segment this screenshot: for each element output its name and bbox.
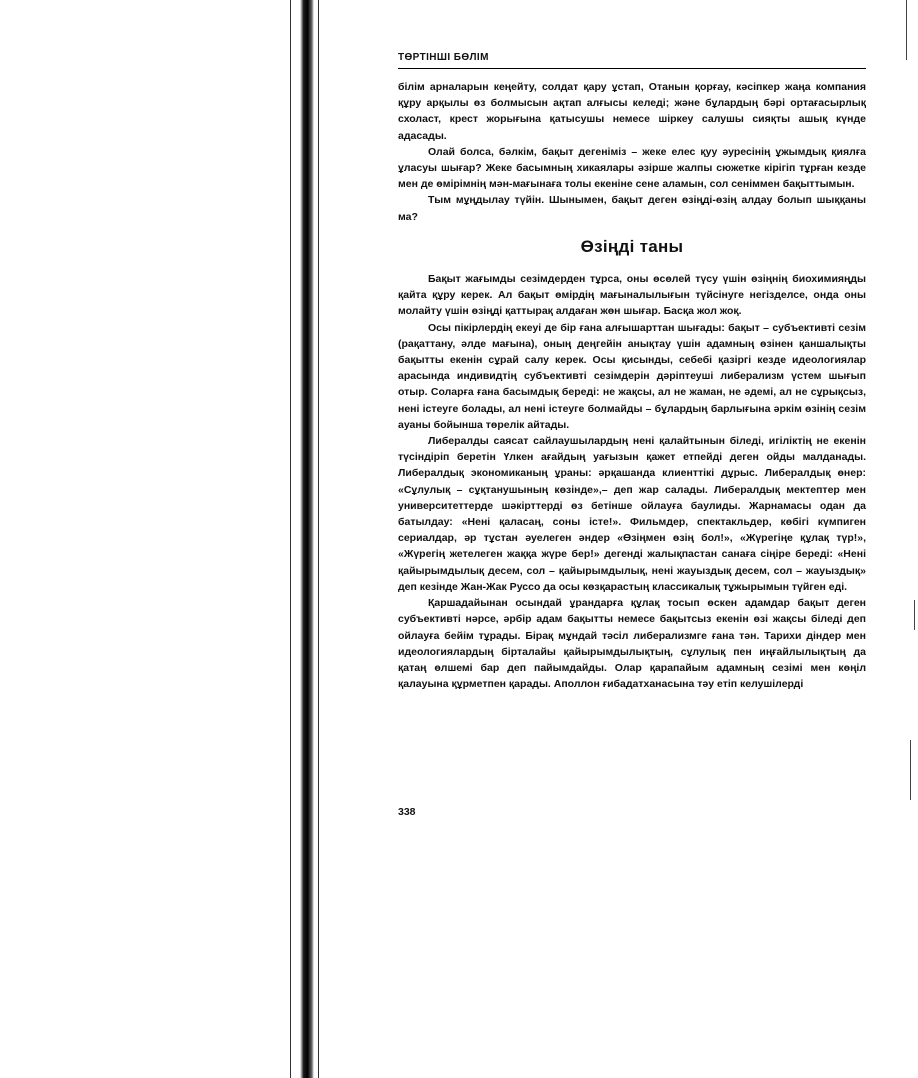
paragraph: Қаршадайынан осындай ұрандарға құлақ тосып өскен адамдар бақыт деген субъективті нәрсе, әрбір адам бақытты немесе бақытсыз екенін өзі жақсы біледі деп ойлауға бейім тұрады. Бірақ мұндай тәсіл либерализмге ғана тән. Тарихи діндер мен идеологиялардың бірталайы қайырымдылықтың, сұлулық пен иңғайлылықтың да қатаң өлшемі бар деп пайымдайды. Олар қарапайым адамның сезімі мен көңіл қалауына құрметпен қарады. Аполлон ғибадатханасына тәу етіп келушілерді bbox=[398, 597, 866, 691]
scan-edge-mark bbox=[906, 0, 907, 60]
paragraph: Олай болса, бәлкім, бақыт дегеніміз – жеке елес қуу әуресінің ұжымдық қиялға ұласуы шығар? Жеке басымның хикаялары әзірше жалпы сюжетке кірігіп тұрған кезде мен де өмірімнің мән-мағынаға толы екеніне сене аламын, сол сеніммен бақыттымын. bbox=[398, 145, 866, 191]
page-edge-line bbox=[318, 0, 319, 1078]
book-spine-shadow bbox=[300, 0, 314, 1078]
paragraph: білім арналарын кеңейту, солдат қару ұстап, Отанын қорғау, кәсіпкер жаңа компания құру арқылы өз болмысын ақтап алғысы келеді; және бұлардың бәрі ортағасырлық схоласт, крест жорығына қатысушы немесе шіркеу салушы сияқты ашық күнде адасады. bbox=[398, 81, 866, 142]
book-page bbox=[398, 52, 866, 692]
paragraph: Либералды саясат сайлаушылардың нені қалайтынын біледі, игілiктің не екенін түсіндіріп беретін Үлкен ағайдың уағызын қажет етпейді деген ойды малданады. Либералдық экономиканың ұраны: әрқашанда клиенттікі дұрыс. Либералдық өнер: «Сұлулық – сұқтанушының көзінде»,– деп жар салады. Либералдық мектептер мен университеттерде шәкірттерді өз бетінше ойлауға баулиды. Жарнамасы одан да батылдау: «Нені қаласаң, соны істе!». Фильмдер, спектакльдер, көбігі күмпиген сериалдар, әр тұстан әуелеген әндер «Өзіңмен өзің бол!», «Жүрегіңе құлақ түр!», «Жүрегің жетелеген жаққа жүре бер!» дегенді жалықпастан санаға сіңіре береді: «Нені қайырымдылық десем, сол – қайырымдылық, нені жауыздық десем, сол – жауыздық» деп кезінде Жан-Жак Руссо да осы көзқарастың классикалық тұжырымын түйген еді. bbox=[398, 435, 866, 593]
page-body bbox=[398, 79, 866, 692]
page-edge-line bbox=[290, 0, 291, 1078]
section-title: Өзіңді таны bbox=[580, 236, 684, 256]
page-number: 338 bbox=[398, 806, 416, 818]
running-head: ТӨРТІНШІ БӨЛІМ bbox=[398, 52, 866, 69]
scan-edge-mark bbox=[914, 600, 915, 630]
paragraph: Осы пікірлердің екеуі де бір ғана алғышарттан шығады: бақыт – субъективті сезім (рақаттану, әлде мағына), оның деңгейін анықтау үшін адамның өзінен қаншалықты бақытты екенін сұрай салу керек. Осы қисынды, себебі қазіргі кезде идеологиялар арасында индивидтің субъективті сезімдерін дәріптеуші либерализм үстем шығып отыр. Соларға ғана басымдық береді: не жақсы, ал не жаман, не әдемі, ал не сұрықсыз, нені істеуге болады, ал нені істеуге болмайды – бұлардың барлығына әркім өзінің сезім ауаны бойынша төрелік айтады. bbox=[398, 321, 866, 431]
scan-edge-mark bbox=[910, 740, 911, 800]
paragraph: Бақыт жағымды сезімдерден тұрса, оны өсөлей түсу үшін өзіңнің биохимияңды қайта құру керек. Ал бақыт өмірдің мағыналылығын түйсінуге негізделсе, онда оны молайту үшін өзіңді қаттырақ алдаған жөн шығар. Басқа жол жоқ. bbox=[398, 273, 866, 318]
paragraph: Тым мұңдылау түйін. Шынымен, бақыт деген өзіңді-өзің алдау болып шыққаны ма? bbox=[398, 194, 866, 223]
